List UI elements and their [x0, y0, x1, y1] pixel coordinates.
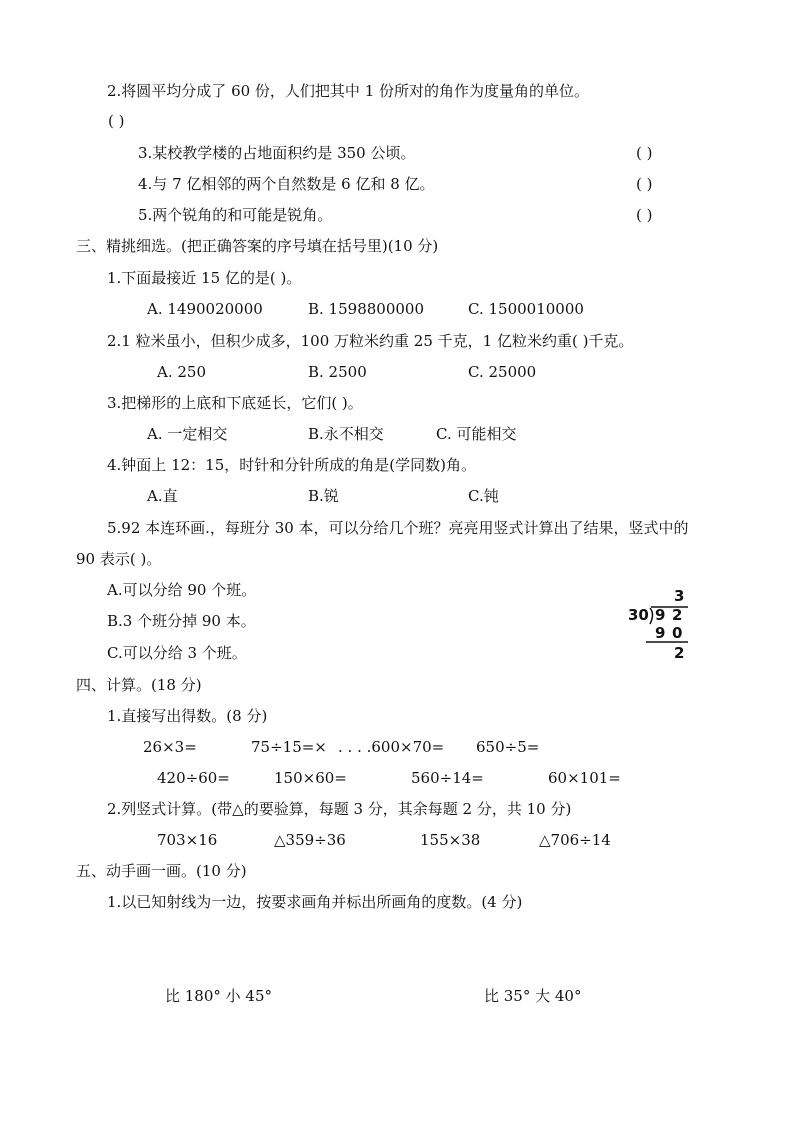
vert-calc-1: 703×16: [157, 831, 218, 849]
calc-r1-c2: 75÷15=×: [251, 738, 327, 756]
tf-answer-blank-4[interactable]: ( ): [636, 175, 653, 193]
ld-quotient: 3: [674, 587, 685, 605]
mc-q5-option-a[interactable]: A.可以分给 90 个班。: [107, 581, 257, 599]
ld-divisor: 30: [628, 606, 649, 624]
mc-q1-option-b[interactable]: B. 1598800000: [308, 300, 424, 318]
calc-r2-c4: 60×101=: [548, 769, 621, 787]
vert-calc-3: 155×38: [420, 831, 481, 849]
tf-item-2: 2.将圆平均分成了 60 份，人们把其中 1 份所对的角作为度量角的单位。: [107, 82, 590, 100]
tf-item-5: 5.两个锐角的和可能是锐角。: [138, 206, 333, 224]
mc-q3-stem: 3.把梯形的上底和下底延长，它们( )。: [107, 394, 363, 412]
mc-q1-stem: 1.下面最接近 15 亿的是( )。: [107, 269, 302, 287]
section-4-heading: 四、计算。(18 分): [76, 676, 202, 694]
ld-product-digit-2: 0: [672, 624, 683, 642]
calc-r1-c1: 26×3=: [143, 738, 197, 756]
tf-answer-blank-2[interactable]: ( ): [108, 112, 125, 130]
vert-calc-2: △359÷36: [274, 831, 346, 849]
ld-product-digit-1: 9: [655, 624, 666, 642]
long-division-figure: [618, 586, 708, 666]
mc-q1-option-c[interactable]: C. 1500010000: [468, 300, 584, 318]
mc-q3-option-c[interactable]: C. 可能相交: [436, 425, 517, 443]
mc-q4-option-c[interactable]: C.钝: [468, 487, 499, 505]
mc-q2-stem: 2.1 粒米虽小，但积少成多，100 万粒米约重 25 千克，1 亿粒米约重( )千克。: [107, 332, 634, 350]
mc-q2-option-b[interactable]: B. 2500: [308, 363, 367, 381]
mc-q1-option-a[interactable]: A. 1490020000: [147, 300, 263, 318]
mc-q2-option-c[interactable]: C. 25000: [468, 363, 537, 381]
tf-answer-blank-5[interactable]: ( ): [636, 206, 653, 224]
calc-r2-c3: 560÷14=: [411, 769, 484, 787]
mc-q4-stem: 4.钟面上 12：15，时针和分针所成的角是(学同数)角。: [107, 456, 476, 474]
section-5-heading: 五、动手画一画。(10 分): [76, 862, 247, 880]
calc-r2-c2: 150×60=: [274, 769, 347, 787]
mc-q4-option-b[interactable]: B.锐: [308, 487, 339, 505]
ld-dividend-digit-1: 9: [655, 606, 666, 624]
mc-q5-option-c[interactable]: C.可以分给 3 个班。: [107, 644, 247, 662]
ld-dividend-digit-2: 2: [672, 606, 683, 624]
section-3-heading: 三、精挑细选。(把正确答案的序号填在括号里)(10 分): [76, 237, 439, 255]
section-4-sub1: 1.直接写出得数。(8 分): [107, 707, 268, 725]
calc-r1-c3: . . . .600×70=: [338, 738, 445, 756]
mc-q5-stem-line1: 5.92 本连环画.，每班分 30 本，可以分给几个班？亮亮用竖式计算出了结果，竖式中的: [107, 519, 689, 537]
section-4-sub2: 2.列竖式计算。(带△的要验算，每题 3 分，其余每题 2 分，共 10 分): [107, 800, 572, 818]
mc-q5-option-b[interactable]: B.3 个班分掉 90 本。: [107, 612, 256, 630]
tf-item-3: 3.某校教学楼的占地面积约是 350 公顷。: [138, 144, 416, 162]
mc-q2-option-a[interactable]: A. 250: [157, 363, 206, 381]
tf-answer-blank-3[interactable]: ( ): [636, 144, 653, 162]
tf-item-4: 4.与 7 亿相邻的两个自然数是 6 亿和 8 亿。: [138, 175, 435, 193]
mc-q3-option-a[interactable]: A. 一定相交: [147, 425, 228, 443]
angle-label-right: 比 35° 大 40°: [484, 987, 582, 1005]
section-5-sub1: 1.以已知射线为一边，按要求画角并标出所画角的度数。(4 分): [107, 893, 523, 911]
mc-q5-stem-line2: 90 表示( )。: [76, 550, 162, 568]
vert-calc-4: △706÷14: [539, 831, 611, 849]
calc-r1-c4: 650÷5=: [476, 738, 540, 756]
mc-q3-option-b[interactable]: B.永不相交: [308, 425, 384, 443]
ld-remainder: 2: [674, 644, 685, 662]
calc-r2-c1: 420÷60=: [157, 769, 230, 787]
angle-label-left: 比 180° 小 45°: [165, 987, 273, 1005]
ld-bracket: [650, 608, 653, 624]
mc-q4-option-a[interactable]: A.直: [147, 487, 178, 505]
